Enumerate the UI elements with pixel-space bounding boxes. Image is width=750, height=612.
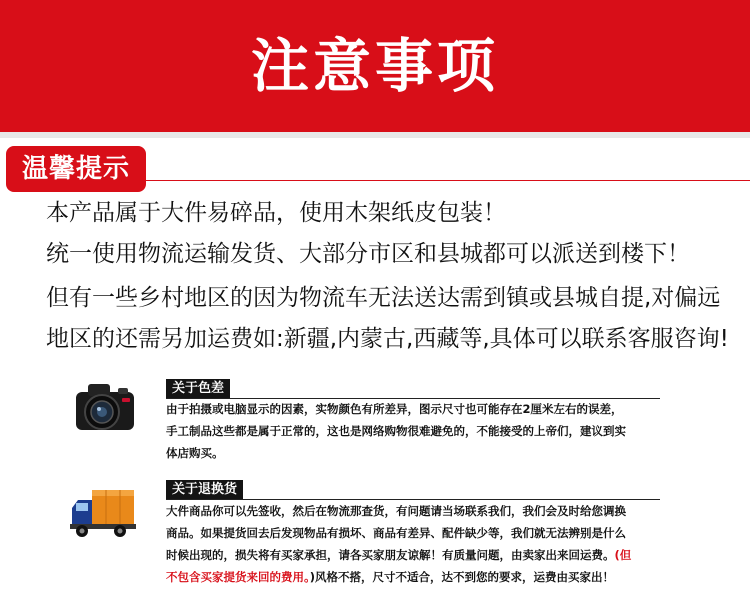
return-section-red-note: 不包含买家提货来回的费用。 [166,570,310,584]
tips-badge: 温馨提示 [6,146,146,192]
return-section-line [166,544,666,566]
color-section-text [166,398,666,464]
header-divider [0,132,750,138]
page-title: 注意事项 [250,32,499,100]
tip-line-1: 本产品属于大件易碎品，使用木架纸皮包装！ [46,200,506,226]
camera-icon [72,378,138,436]
color-section-line: 手工制品这些都是属于正常的，这也是网络购物很难避免的，不能接受的上帝们，建议到实 [166,424,626,438]
color-section-line: 体店购买。 [166,446,224,460]
return-section-title: 关于退换货 [166,480,243,500]
delivery-truck-icon [68,486,138,542]
tip-line-4: 地区的还需另加运费如:新疆,内蒙古,西藏等,具体可以联系客服咨询! [46,326,729,352]
return-section-text [166,500,666,588]
return-section-red-note: (但 [614,548,632,562]
color-section-line: 由于拍摄或电脑显示的因素，实物颜色有所差异，图示尺寸也可能存在2厘米左右的误差， [166,402,623,416]
return-section-line [166,566,666,588]
tip-line-2: 统一使用物流运输发货、大部分市区和县城都可以派送到楼下！ [46,241,690,267]
color-section-title: 关于色差 [166,379,230,399]
tip-line-3: 但有一些乡村地区的因为物流车无法送达需到镇或县城自提,对偏远 [46,285,721,311]
return-section-line: 商品。如果提货回去后发现物品有损坏、商品有差异、配件缺少等，我们就无法辨别是什么 [166,526,626,540]
return-section-line-text: )风格不搭，尺寸不适合，达不到您的要求，运费由买家出！ [309,570,615,584]
return-section-line: 大件商品你可以先签收，然后在物流那查货，有问题请当场联系我们，我们会及时给您调换 [166,504,626,518]
return-section-line-text: 时候出现的，损失将有买家承担，请各买家朋友谅解！有质量问题，由卖家出来回运费。 [166,548,615,562]
tips-divider [146,180,750,181]
